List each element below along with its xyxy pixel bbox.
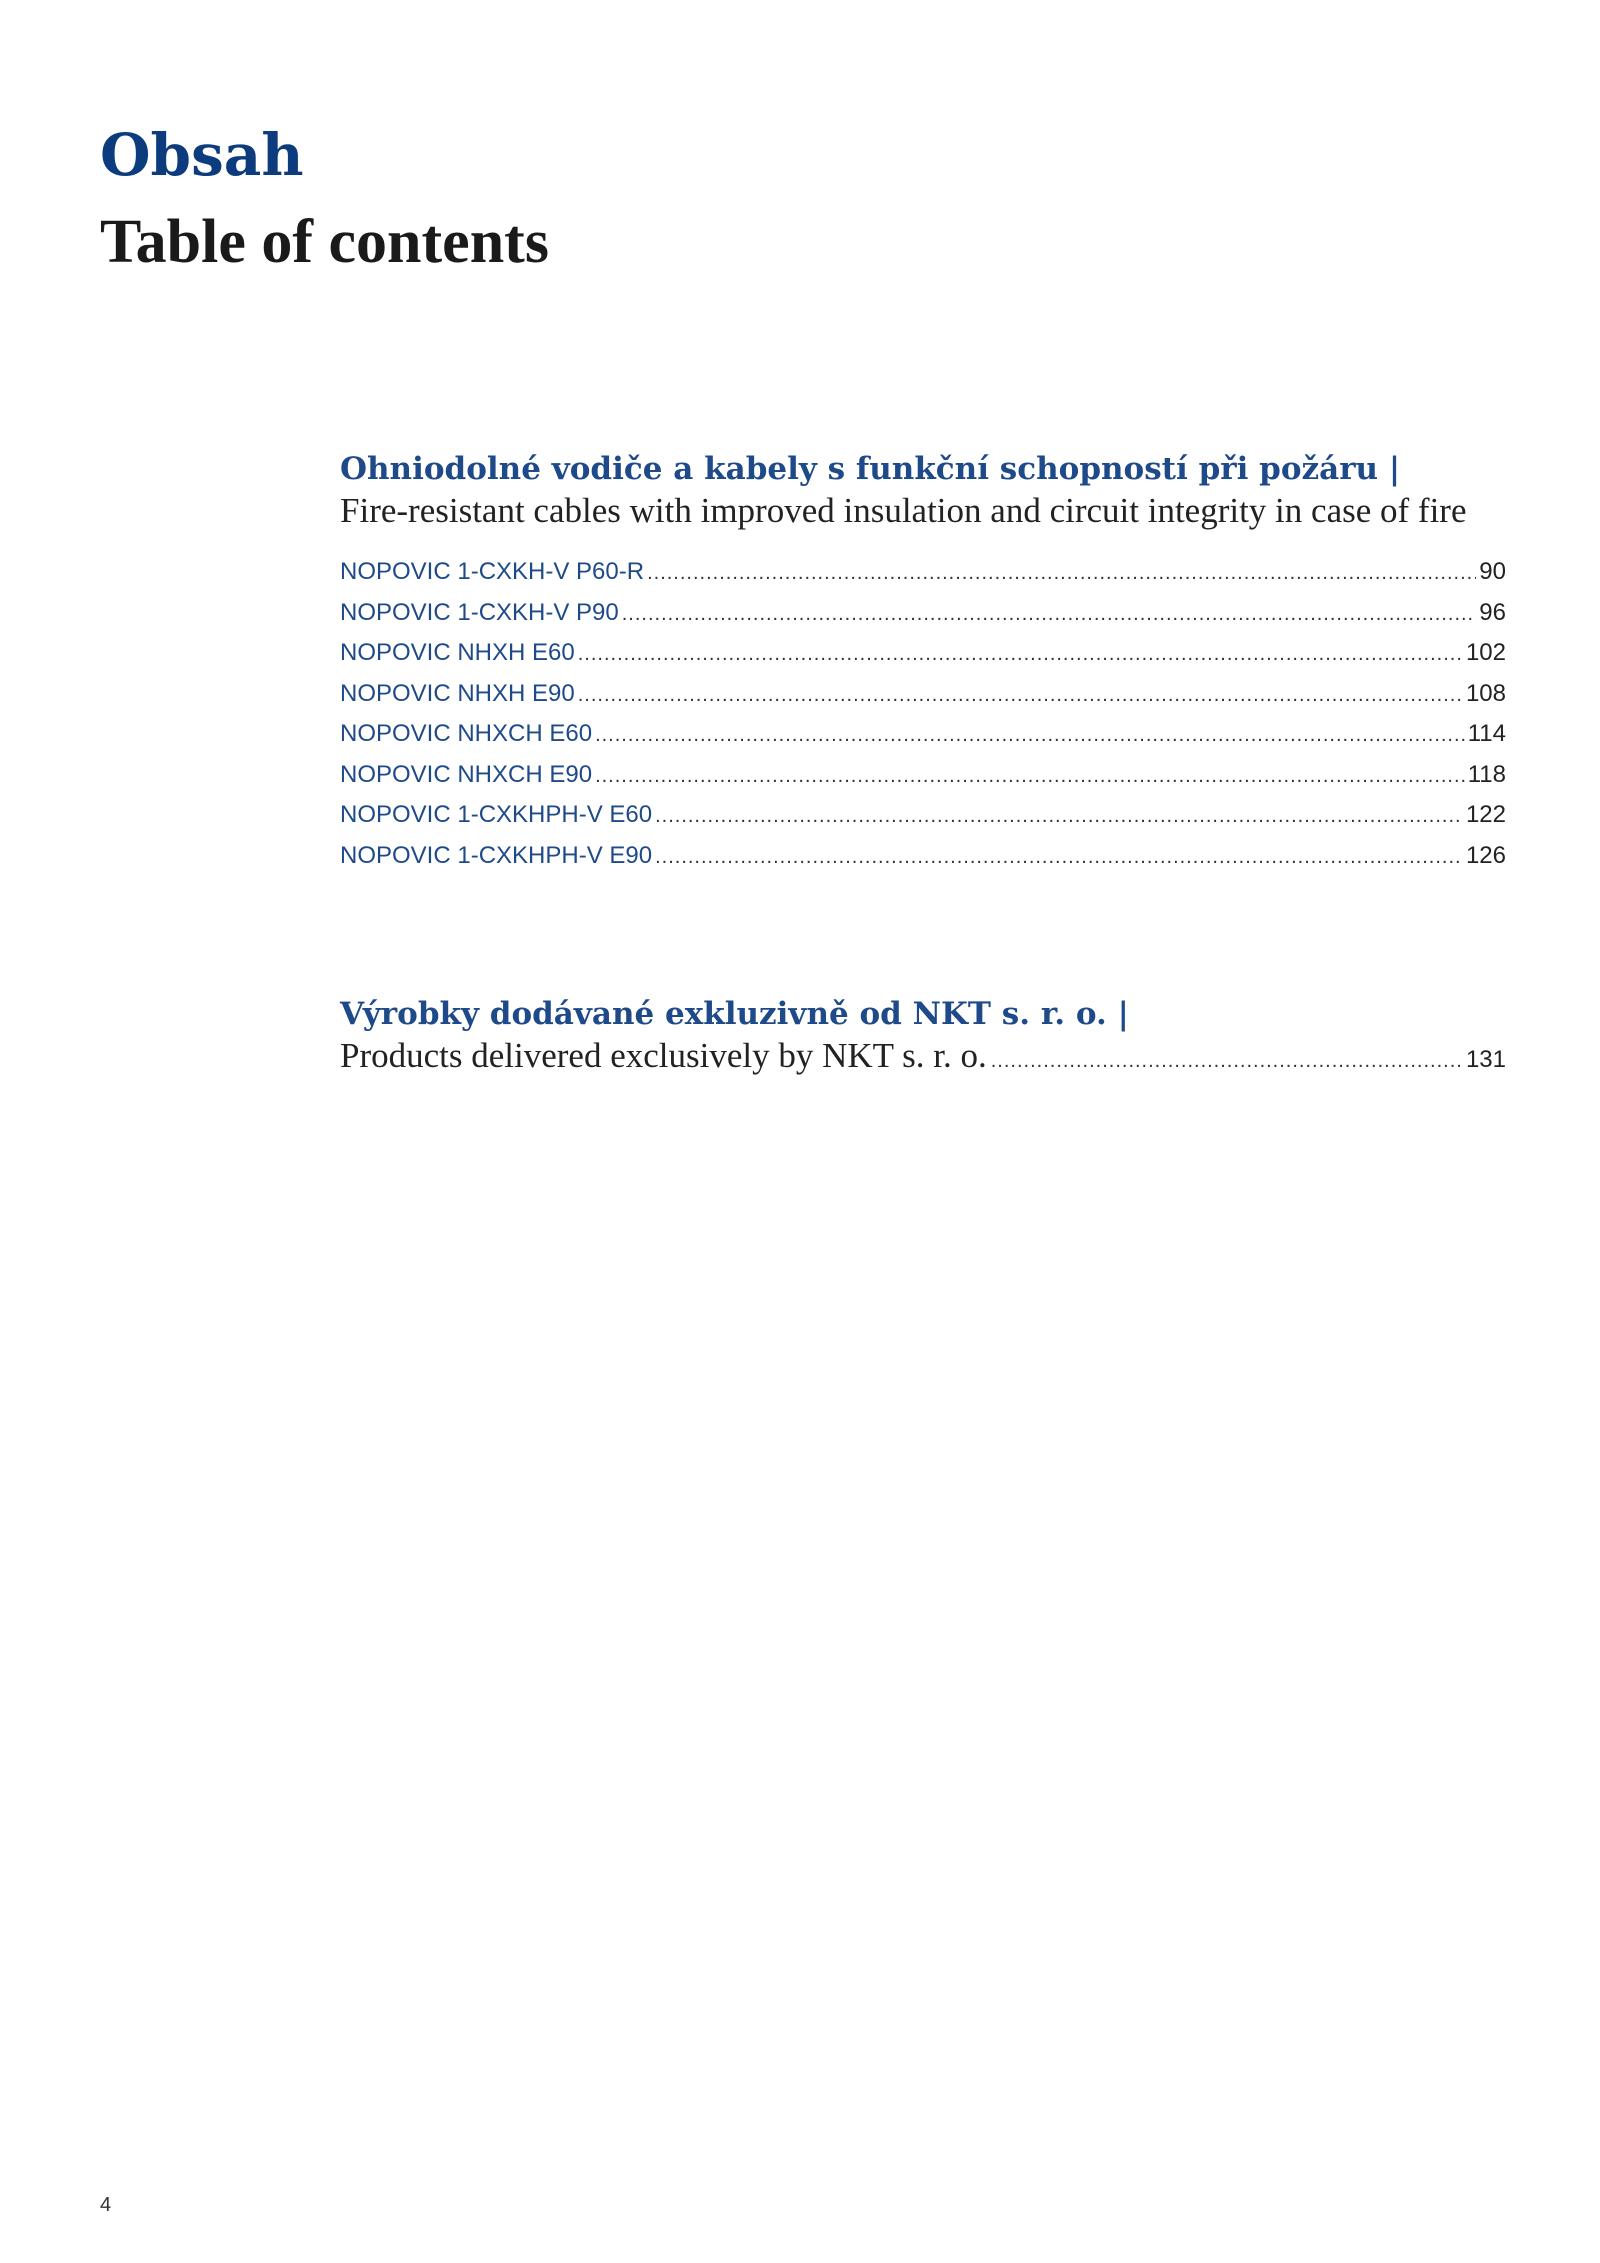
section-heading-en: Products delivered exclusively by NKT s. r. o. (340, 1036, 987, 1075)
toc-entry-page: 118 (1467, 760, 1506, 788)
toc-entry-label: NOPOVIC 1-CXKH-V P60-R (340, 558, 645, 585)
toc-entry-page: 108 (1465, 679, 1506, 707)
page-number: 4 (100, 2194, 112, 2216)
toc-entry-label: NOPOVIC 1-CXKHPH-V E60 (340, 801, 653, 828)
toc-entry-page: 96 (1479, 598, 1506, 626)
toc-entry[interactable] (340, 755, 1506, 796)
dot-leader (991, 1050, 1460, 1073)
toc-entry[interactable] (340, 633, 1506, 674)
page-title-cz: Obsah (100, 121, 304, 189)
section-heading-cz: Ohniodolné vodiče a kabely s funkční schopností při požáru | (340, 451, 1401, 487)
toc-entry[interactable] (340, 836, 1506, 877)
toc-entry-page: 131 (1465, 1046, 1506, 1073)
toc-entry[interactable] (340, 593, 1506, 634)
toc-entry[interactable] (340, 714, 1506, 755)
toc-entry-label: NOPOVIC 1-CXKH-V P90 (340, 598, 619, 626)
section-heading-cz: Výrobky dodávané exkluzivně od NKT s. r. o. | (340, 996, 1129, 1032)
dot-leader (595, 715, 1465, 756)
dot-leader (655, 837, 1463, 878)
toc-list (340, 552, 1506, 876)
toc-entry-label: NOPOVIC NHXH E60 (340, 639, 575, 666)
toc-entry-page: 114 (1467, 720, 1506, 747)
toc-section-exclusive-products[interactable] (340, 993, 1506, 1077)
toc-entry-label: NOPOVIC NHXCH E60 (340, 720, 593, 747)
toc-entry-label: NOPOVIC 1-CXKHPH-V E90 (340, 841, 653, 869)
dot-leader (647, 553, 1476, 594)
dot-leader (578, 634, 1463, 675)
toc-entry-label: NOPOVIC NHXCH E90 (340, 760, 593, 788)
dot-leader (655, 796, 1463, 837)
toc-entry-page: 102 (1465, 639, 1506, 666)
toc-section-fire-resistant (340, 448, 1506, 876)
toc-entry-label: NOPOVIC NHXH E90 (340, 679, 575, 707)
dot-leader (578, 675, 1463, 716)
page-title-en: Table of contents (100, 208, 549, 276)
dot-leader (622, 594, 1477, 635)
toc-entry[interactable] (340, 1035, 1506, 1077)
toc-entry[interactable] (340, 795, 1506, 836)
section-heading-en: Fire-resistant cables with improved insulation and circuit integrity in case of fire (340, 491, 1467, 530)
toc-entry-page: 122 (1465, 801, 1506, 828)
toc-entry[interactable] (340, 552, 1506, 593)
toc-entry-page: 90 (1479, 558, 1506, 585)
toc-entry[interactable] (340, 674, 1506, 715)
toc-entry-page: 126 (1465, 841, 1506, 869)
dot-leader (595, 756, 1465, 797)
